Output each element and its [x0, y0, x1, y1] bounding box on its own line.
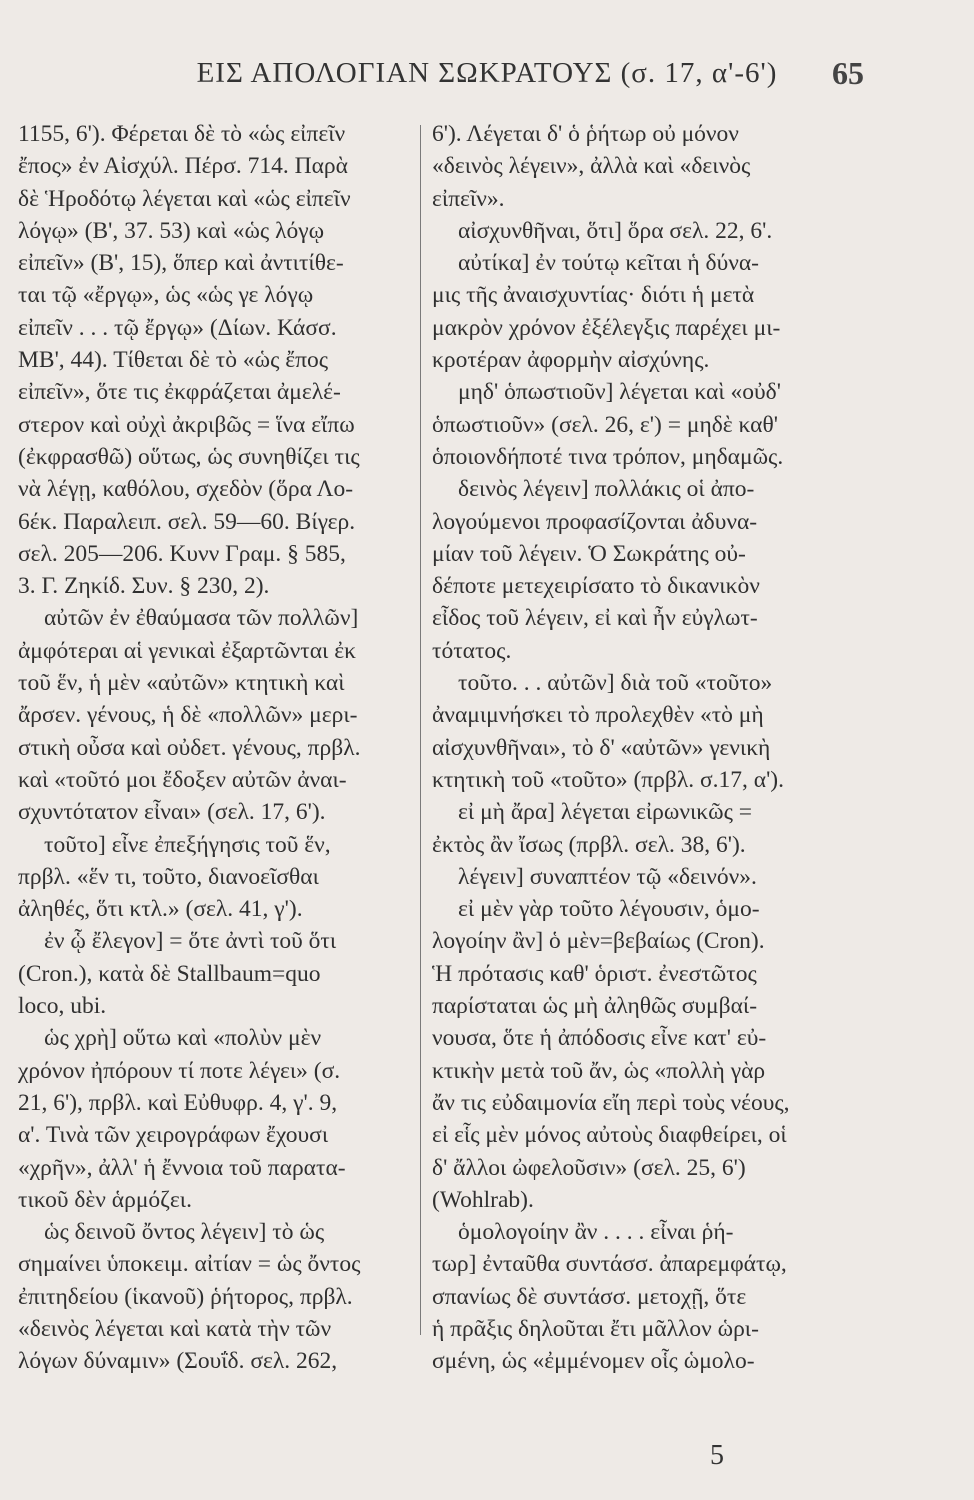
text-line: (Cron.), κατὰ δὲ Stallbaum=quo — [18, 960, 321, 987]
text-line: ἡ πρᾶξις δηλοῦται ἔτι μᾶλλον ὡρι- — [432, 1315, 759, 1342]
text-line: λέγειν] συναπτέον τῷ «δεινόν». — [458, 863, 757, 890]
text-line: σελ. 205—206. Κυνν Γραμ. § 585, — [18, 540, 346, 567]
text-line: τοῦτο] εἶνε ἐπεξήγησις τοῦ ἕν, — [44, 831, 331, 858]
text-line: αὐτῶν ἐν ἐθαύμασα τῶν πολλῶν] — [44, 605, 359, 632]
text-line: εἰ μὲν γὰρ τοῦτο λέγουσιν, ὁμο- — [458, 896, 760, 923]
text-line: μίαν τοῦ λέγειν. Ὁ Σωκράτης οὐ- — [432, 540, 746, 567]
text-line: εἰ μὴ ἄρα] λέγεται εἰρωνικῶς = — [458, 799, 753, 826]
text-line: εἰπεῖν» (Β', 15), ὅπερ καὶ ἀντιτίθε- — [18, 250, 344, 277]
running-title: ΕΙΣ ΑΠΟΛΟΓΙΑΝ ΣΩΚΡΑΤΟΥΣ (σ. 17, α'-6') — [196, 56, 778, 89]
text-line: ἀναμιμνήσκει τὸ προλεχθὲν «τὸ μὴ — [432, 702, 764, 729]
text-line: ἐκτὸς ἂν ἴσως (πρβλ. σελ. 38, 6'). — [432, 831, 746, 858]
text-line: λογούμενοι προφασίζονται ἀδυνα- — [432, 508, 758, 535]
text-line: μακρὸν χρόνον ἐξέλεγξις παρέχει μι- — [432, 314, 781, 341]
text-line: Ἡ πρότασις καθ' ὁριστ. ἐνεστῶτος — [432, 960, 757, 987]
text-line: σημαίνει ὑποκειμ. αἰτίαν = ὡς ὄντος — [18, 1251, 361, 1278]
text-line: σπανίως δὲ συντάσσ. μετοχῇ, ὅτε — [432, 1283, 747, 1310]
text-line: ὁπωστιοῦν» (σελ. 26, ε') = μηδὲ καθ' — [432, 411, 778, 438]
text-line: μηδ' ὁπωστιοῦν] λέγεται καὶ «οὐδ' — [458, 379, 781, 406]
text-line: ται τῷ «ἔργῳ», ὡς «ὡς γε λόγῳ — [18, 282, 314, 309]
text-line: «χρῆν», ἀλλ' ἡ ἔννοια τοῦ παρατα- — [18, 1154, 346, 1181]
text-line: α'. Τινὰ τῶν χειρογράφων ἔχουσι — [18, 1122, 329, 1149]
text-line: 3. Γ. Ζηκίδ. Συν. § 230, 2). — [18, 573, 270, 600]
page-header — [0, 48, 974, 98]
column-divider — [420, 125, 421, 1335]
text-line: ἐν ᾧ ἔλεγον] = ὅτε ἀντὶ τοῦ ὅτι — [44, 928, 337, 955]
text-line: ἀληθές, ὅτι κτλ.» (σελ. 41, γ'). — [18, 896, 303, 923]
text-line: νὰ λέγῃ, καθόλου, σχεδὸν (ὅρα Λο- — [18, 476, 354, 503]
text-line: νουσα, ὅτε ἡ ἀπόδοσις εἶνε κατ' εὐ- — [432, 1025, 767, 1052]
text-line: ὁμολογοίην ἂν . . . . εἶναι ῥή- — [458, 1219, 734, 1246]
text-line: τωρ] ἐνταῦθα συντάσσ. ἀπαρεμφάτῳ, — [432, 1251, 787, 1278]
text-line: κτικὴν μετὰ τοῦ ἄν, ὡς «πολλὴ γὰρ — [432, 1057, 766, 1084]
text-line: ὡς δεινοῦ ὄντος λέγειν] τὸ ὡς — [44, 1219, 325, 1246]
text-line: ἐπιτηδείου (ἱκανοῦ) ῥήτορος, πρβλ. — [18, 1283, 353, 1310]
text-line: πρβλ. «ἕν τι, τοῦτο, διανοεῖσθαι — [18, 863, 319, 890]
text-line: κτητικὴ τοῦ «τοῦτο» (πρβλ. σ.17, α'). — [432, 766, 785, 793]
text-line: δὲ Ἡροδότῳ λέγεται καὶ «ὡς εἰπεῖν — [18, 185, 351, 212]
text-line: εἰπεῖν», ὅτε τις ἐκφράζεται ἀμελέ- — [18, 379, 341, 406]
text-line: ΜΒ', 44). Τίθεται δὲ τὸ «ὡς ἔπος — [18, 347, 329, 374]
text-line: εἰπεῖν». — [432, 185, 505, 212]
text-line: 21, 6'), πρβλ. καὶ Εὐθυφρ. 4, γ'. 9, — [18, 1089, 338, 1116]
text-line: δ' ἄλλοι ὠφελοῦσιν» (σελ. 25, 6') — [432, 1154, 746, 1181]
text-line: ἄν τις εὐδαιμονία εἴη περὶ τοὺς νέους, — [432, 1089, 790, 1116]
text-line: τοῦτο. . . αὐτῶν] διὰ τοῦ «τοῦτο» — [458, 670, 773, 697]
text-line: 6'). Λέγεται δ' ὁ ῥήτωρ οὐ μόνον — [432, 121, 739, 147]
text-line: «δεινὸς λέγειν», ἀλλὰ καὶ «δεινὸς — [432, 153, 751, 180]
text-line: ὡς χρὴ] οὕτω καὶ «πολὺν μὲν — [44, 1025, 322, 1052]
text-line: χρόνον ἠπόρουν τί ποτε λέγει» (σ. — [18, 1057, 341, 1084]
text-line: λόγῳ» (Β', 37. 53) καὶ «ὡς λόγῳ — [18, 217, 325, 244]
text-line: αὐτίκα] ἐν τούτῳ κεῖται ἡ δύνα- — [458, 250, 759, 277]
text-line: σμένη, ὡς «ἐμμένομεν οἷς ὡμολο- — [432, 1348, 755, 1375]
text-line: μις τῆς ἀναισχυντίας· διότι ἡ μετὰ — [432, 282, 755, 309]
text-line: (ἐκφρασθῶ) οὕτως, ὡς συνηθίζει τις — [18, 443, 360, 470]
text-line: (Wohlrab). — [432, 1186, 534, 1213]
text-line: στερον καὶ οὐχὶ ἀκριβῶς = ἵνα εἴπω — [18, 411, 355, 438]
text-line: λόγων δύναμιν» (Σουΐδ. σελ. 262, — [18, 1348, 338, 1375]
text-line: αἰσχυνθῆναι, ὅτι] ὅρα σελ. 22, 6'. — [458, 217, 773, 244]
text-line: 6έκ. Παραλειπ. σελ. 59—60. Βίγερ. — [18, 508, 356, 535]
text-line: δέποτε μετεχειρίσατο τὸ δικανικὸν — [432, 573, 760, 600]
text-line: εἶδος τοῦ λέγειν, εἰ καὶ ἦν εὐγλωτ- — [432, 605, 758, 632]
text-line: παρίσταται ὡς μὴ ἀληθῶς συμβαί- — [432, 993, 758, 1020]
text-line: τικοῦ δὲν ἁρμόζει. — [18, 1186, 192, 1213]
text-line: κροτέραν ἀφορμὴν αἰσχύνης. — [432, 347, 710, 374]
text-line: ὁποιονδήποτέ τινα τρόπον, μηδαμῶς. — [432, 443, 784, 470]
page-number: 65 — [832, 55, 864, 91]
text-line: εἰ εἷς μὲν μόνος αὐτοὺς διαφθείρει, οἱ — [432, 1122, 787, 1149]
text-line: στικὴ οὖσα καὶ οὐδετ. γένους, πρβλ. — [18, 734, 361, 761]
text-line: τότατος. — [432, 637, 512, 664]
text-line: εἰπεῖν . . . τῷ ἔργῳ» (Δίων. Κάσσ. — [18, 314, 337, 341]
text-line: «δεινὸς λέγεται καὶ κατὰ τὴν τῶν — [18, 1315, 332, 1342]
text-line: 1155, 6'). Φέρεται δὲ τὸ «ὡς εἰπεῖν — [18, 121, 346, 147]
text-line: ἔπος» ἐν Αἰσχύλ. Πέρσ. 714. Παρὰ — [18, 153, 348, 180]
text-line: ἄρσεν. γένους, ἡ δὲ «πολλῶν» μερι- — [18, 702, 358, 729]
left-column — [18, 118, 410, 1378]
text-line: λογοίην ἂν] ὁ μὲν=βεβαίως (Cron). — [432, 928, 765, 955]
text-line: τοῦ ἕν, ἡ μὲν «αὐτῶν» κτητικὴ καὶ — [18, 670, 345, 697]
text-line: loco, ubi. — [18, 993, 107, 1020]
text-line: σχυντότατον εἶναι» (σελ. 17, 6'). — [18, 799, 326, 826]
text-line: καὶ «τοῦτό μοι ἔδοξεν αὐτῶν ἀναι- — [18, 766, 347, 793]
text-line: αἰσχυνθῆναι», τὸ δ' «αὐτῶν» γενικὴ — [432, 734, 771, 761]
right-column — [432, 118, 837, 1378]
text-line: δεινὸς λέγειν] πολλάκις οἱ ἀπο- — [458, 476, 755, 503]
signature-mark: 5 — [710, 1440, 724, 1471]
text-line: ἀμφότεραι αἱ γενικαὶ ἐξαρτῶνται ἐκ — [18, 637, 356, 664]
